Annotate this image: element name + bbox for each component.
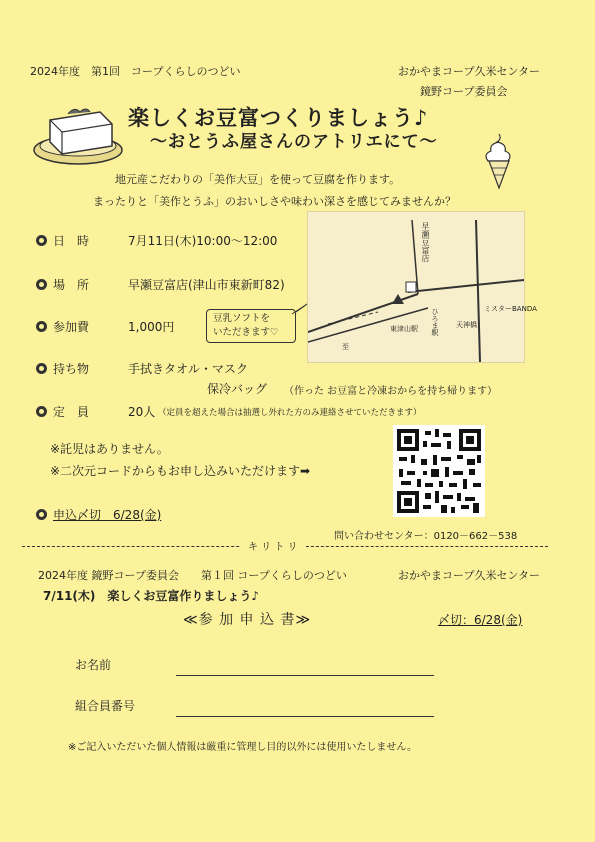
map-label-station2: ひろま駅 (431, 308, 439, 336)
capacity-note: （定員を超えた場合は抽選し外れた方のみ連絡させていただきます） (158, 408, 422, 418)
bullet-icon (36, 321, 47, 332)
map-label-shop: 早瀬豆富店 (421, 222, 430, 262)
deadline-text: 申込〆切 6/28(金) (53, 508, 162, 522)
speech-line-1: 豆乳ソフトを (213, 313, 271, 324)
member-number-field[interactable] (176, 716, 434, 717)
bullet-icon (36, 279, 47, 290)
deadline (36, 506, 161, 523)
map (307, 211, 537, 363)
main-title: 楽しくお豆富つくりましょう♪ (128, 106, 429, 130)
event-series-label: 2024年度 第1回 コープくらしのつどい (30, 65, 241, 78)
place-label: 場 所 (53, 278, 90, 292)
note-qr-apply: ※二次元コードからもお申し込みいただけます➡ (50, 464, 311, 478)
speech-bubble (206, 309, 296, 343)
form-header-right: おかやまコープ久米センター (398, 569, 541, 582)
form-header-left: 2024年度 鏡野コープ委員会 第１回 コープくらしのつどい (38, 569, 347, 582)
detail-value-belongings: 手拭きタオル・マスク (128, 362, 249, 376)
tofu-illustration (30, 100, 128, 170)
bullet-icon (36, 509, 47, 520)
note-no-childcare: ※託児はありません。 (50, 442, 169, 456)
detail-label-capacity (36, 403, 89, 420)
member-number-label: 組合員番号 (75, 699, 136, 713)
detail-label-date (36, 232, 89, 249)
detail-value-date: 7月11日(木)10:00～12:00 (128, 234, 278, 248)
detail-value-fee: 1,000円 (128, 320, 175, 334)
date-label: 日 時 (53, 234, 90, 248)
detail-label-belongings (36, 360, 89, 377)
map-label-station: 東津山駅 (390, 325, 418, 333)
name-field[interactable] (176, 675, 434, 676)
belongings-label: 持ち物 (53, 362, 90, 376)
belongings-note: （作った お豆富と冷凍おからを持ち帰ります） (284, 386, 498, 397)
map-drawing (308, 212, 524, 362)
soft-serve-icon (480, 130, 518, 192)
bullet-icon (36, 406, 47, 417)
detail-value-place: 早瀬豆富店(津山市東新町82) (128, 278, 285, 292)
name-label: お名前 (75, 658, 112, 672)
detail-label-fee (36, 318, 89, 335)
form-title: ≪参 加 申 込 書≫ (183, 612, 312, 628)
belongings-extra: 保冷バッグ (207, 382, 268, 396)
organizer-committee: 鏡野コープ委員会 (420, 85, 508, 98)
detail-value-capacity: 20人 (128, 405, 156, 419)
bullet-icon (36, 235, 47, 246)
qr-code[interactable] (393, 425, 485, 517)
inquiry-phone: 問い合わせセンター：0120－662－538 (334, 531, 518, 542)
organizer-center: おかやまコープ久米センター (398, 65, 541, 78)
map-label-right: 天神橋 (456, 321, 477, 329)
intro-line-2: まったりと「美作とうふ」のおいしさや味わい深さを感じてみませんか？ (93, 195, 456, 208)
qr-code-icon (393, 425, 485, 517)
speech-line-2: いただきます♡ (213, 327, 279, 338)
bullet-icon (36, 363, 47, 374)
subtitle: ～おとうふ屋さんのアトリエにて～ (150, 132, 438, 152)
privacy-note: ※ご記入いただいた個人情報は厳重に管理し目的以外には使用いたしません。 (68, 742, 417, 753)
capacity-label: 定 員 (53, 405, 90, 419)
detail-label-place (36, 276, 89, 293)
cut-line-label: キ リ ト リ (240, 538, 306, 553)
form-deadline: 〆切：6/28(金) (438, 613, 523, 627)
fee-label: 参加費 (53, 320, 90, 334)
intro-line-1: 地元産こだわりの「美作大豆」を使って豆腐を作ります。 (115, 173, 401, 186)
map-label-road: ミスターBANDA (484, 305, 537, 313)
form-event: 7/11(木) 楽しくお豆富作りましょう♪ (43, 589, 260, 603)
map-label-left: 至 (342, 343, 349, 351)
